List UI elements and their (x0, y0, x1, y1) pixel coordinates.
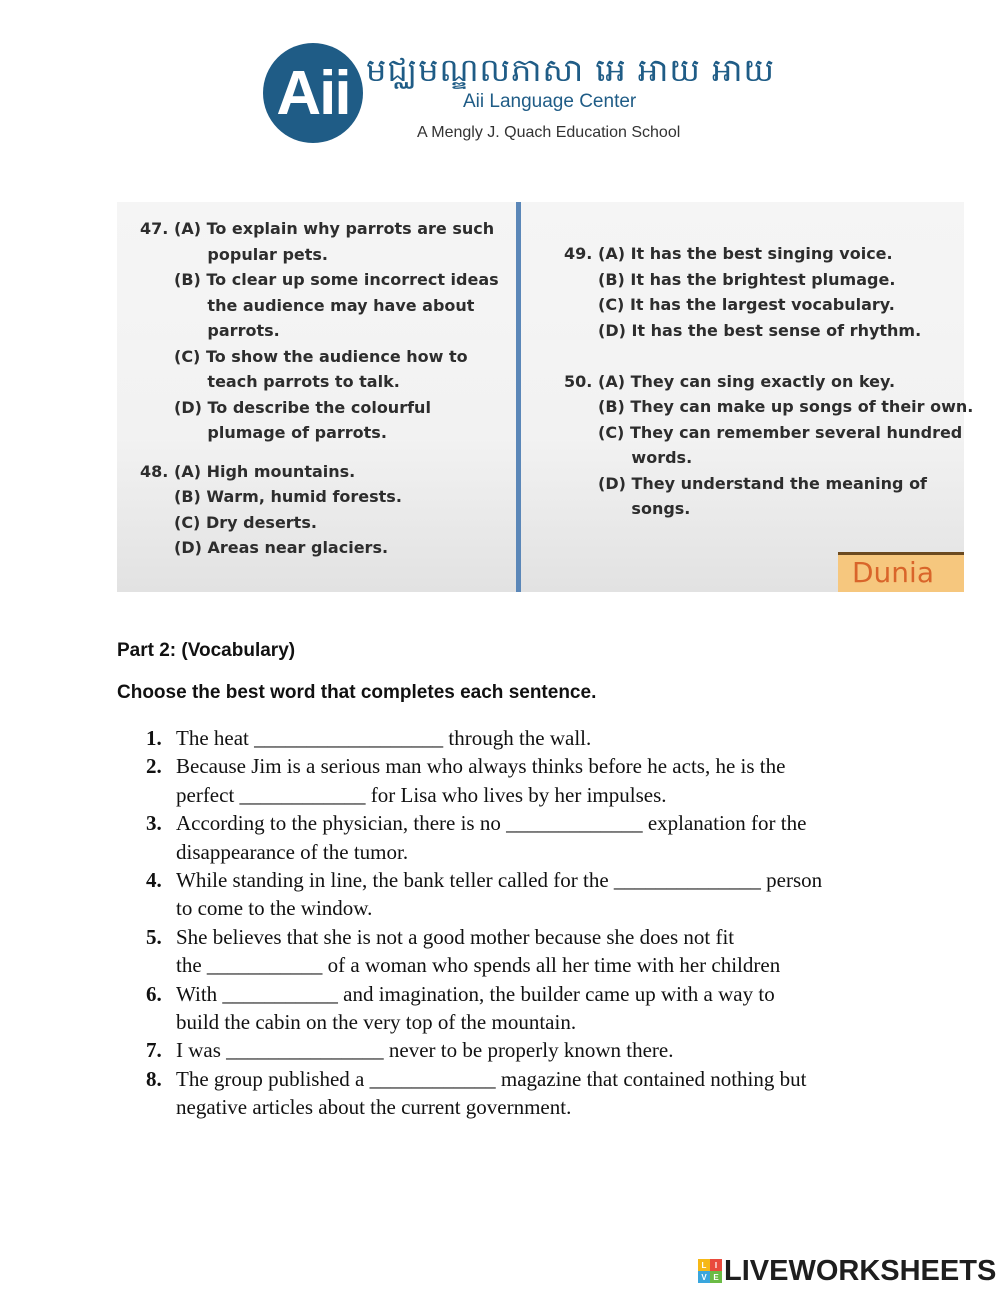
logo-letters: Aii (276, 58, 350, 128)
panel-line: 47. (A) To explain why parrots are such (140, 219, 495, 238)
panel-line: (D) It has the best sense of rhythm. (598, 320, 922, 340)
panel-line: (B) Warm, humid forests. (174, 487, 402, 506)
dunia-watermark: Dunia (852, 556, 934, 589)
khmer-center-name: មជ្ឈមណ្ឌលភាសា អេ អាយ អាយ (366, 51, 775, 89)
part-title: Part 2: (Vocabulary) (117, 640, 296, 661)
panel-line: (D) To describe the colourful (174, 397, 431, 417)
panel-line: (B) To clear up some incorrect ideas (174, 270, 499, 289)
panel-line (564, 343, 973, 369)
panel-line: (C) It has the largest vocabulary. (598, 295, 895, 314)
question-text: The group published a ____________ magazine that contained nothing but negative articles about the current government. (176, 1066, 807, 1120)
panel-line: words. (598, 448, 693, 467)
question-item: 7. I was _______________ never to be properly known there. (146, 1036, 906, 1064)
icon-cell-v: V (698, 1271, 710, 1283)
panel-line: songs. (598, 499, 691, 518)
question-item: 2. Because Jim is a serious man who always thinks before he acts, he is the perfect ____________ for Lisa who lives by her impulses. (146, 752, 906, 809)
panel-line: (C) They can remember several hundred (598, 422, 963, 442)
panel-line: (B) They can make up songs of their own. (598, 397, 974, 416)
question-item: 5. She believes that she is not a good mother because she does not fit the ___________ of a woman who spends all her time with her children (146, 923, 906, 980)
panel-line: teach parrots to talk. (174, 372, 400, 391)
right-column (564, 241, 973, 522)
question-item: 3. According to the physician, there is no _____________ explanation for the disappearance of the tumor. (146, 809, 906, 866)
question-text: With ___________ and imagination, the builder came up with a way to build the cabin on the very top of the mountain. (176, 981, 775, 1035)
panel-line: 48. (A) High mountains. (140, 461, 356, 481)
panel-line: (D) Areas near glaciers. (174, 538, 389, 557)
panel-line: (B) It has the brightest plumage. (598, 269, 896, 289)
question-text: The heat __________________ through the wall. (176, 726, 592, 750)
panel-line: (D) They understand the meaning of (598, 473, 928, 493)
liveworksheets-icon (698, 1259, 722, 1283)
question-text: She believes that she is not a good mother because she does not fit the ___________ of a woman who spends all her time with her children (176, 924, 781, 978)
school-name: A Mengly J. Quach Education School (417, 124, 681, 141)
instructions: Choose the best word that completes each sentence. (117, 682, 597, 703)
question-item: 6. With ___________ and imagination, the builder came up with a way to build the cabin on the very top of the mountain. (146, 980, 906, 1037)
panel-line: 49. (A) It has the best singing voice. (564, 244, 893, 263)
panel-line: 50. (A) They can sing exactly on key. (564, 371, 896, 391)
question-item: 4. While standing in line, the bank teller called for the ______________ person to come to the window. (146, 866, 906, 923)
icon-cell-i: I (710, 1259, 722, 1271)
icon-cell-l: L (698, 1259, 710, 1271)
panel-line: popular pets. (174, 244, 329, 264)
question-text: According to the physician, there is no _____________ explanation for the disappearance of the tumor. (176, 811, 807, 864)
panel-line: (C) Dry deserts. (174, 512, 317, 532)
panel-divider (516, 202, 521, 592)
panel-line: parrots. (174, 321, 280, 340)
question-text: I was _______________ never to be properly known there. (176, 1038, 674, 1063)
question-text: While standing in line, the bank teller called for the ______________ person to come to the window. (176, 868, 823, 921)
liveworksheets-brand: LIVEWORKSHEETS (724, 1255, 997, 1287)
panel-line: plumage of parrots. (174, 423, 387, 442)
left-column (140, 216, 499, 561)
center-name: Aii Language Center (463, 91, 637, 112)
question-list (146, 724, 906, 1122)
question-item: 8. The group published a ____________ magazine that contained nothing but negative articles about the current government. (146, 1065, 906, 1122)
panel-line: the audience may have about (174, 295, 475, 315)
icon-cell-e: E (710, 1271, 722, 1283)
panel-line: (C) To show the audience how to (174, 346, 468, 366)
question-item: 1. The heat __________________ through the wall. (146, 724, 906, 752)
question-text: Because Jim is a serious man who always thinks before he acts, he is the perfect ____________ for Lisa who lives by her impulses. (176, 754, 786, 807)
